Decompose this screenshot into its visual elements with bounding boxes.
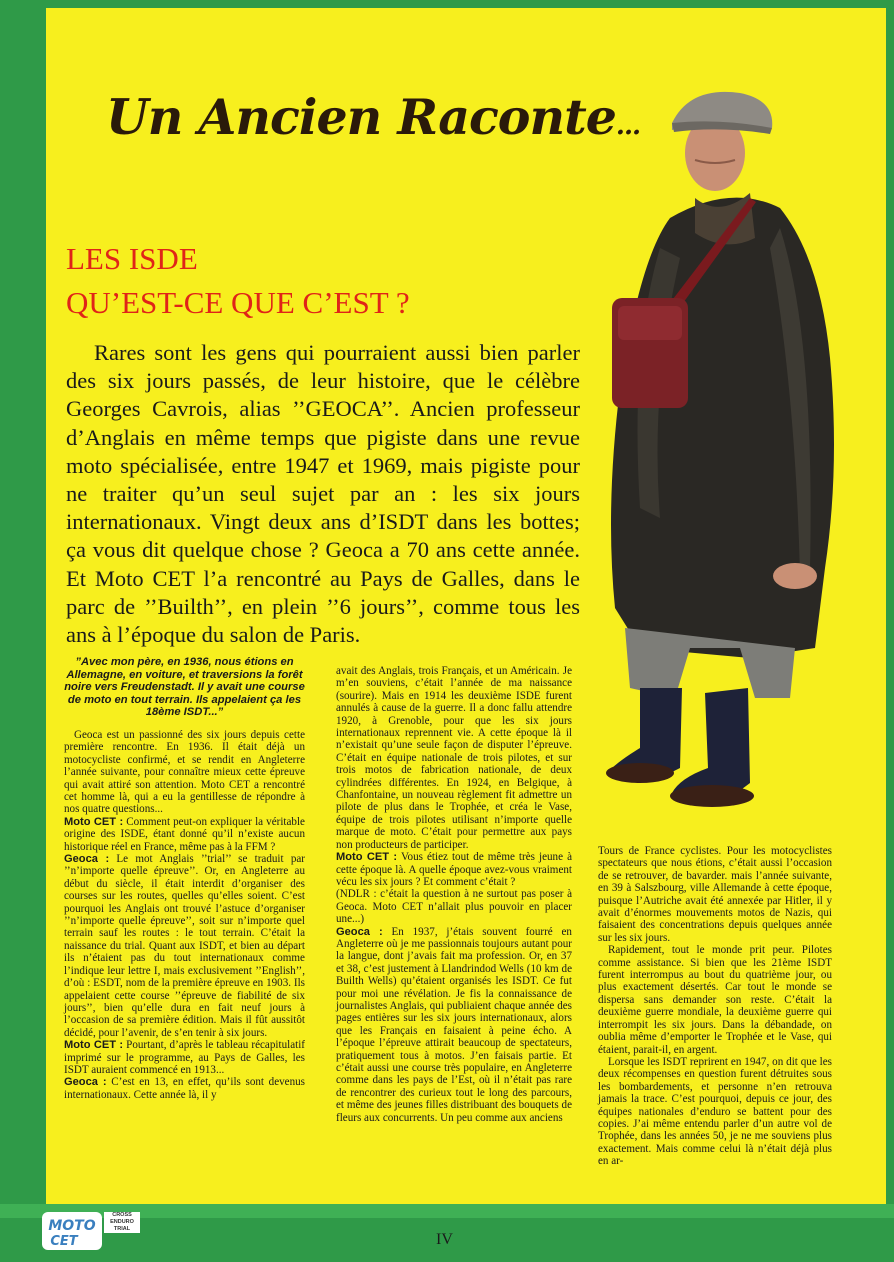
svg-text:CET: CET [50,1234,78,1249]
page-number: IV [436,1231,453,1248]
intro-paragraph [66,339,580,649]
article-column-3 [598,845,832,1168]
column-2-paragraph-2 [336,851,572,888]
speaker-label: Geoca : [64,1076,107,1089]
headline-line-1: LES ISDE [66,241,198,276]
photo-georges-cavrois [600,88,850,828]
title-dots: ... [615,111,641,141]
column-2-paragraph-3: (NDLR : c’était la question à ne surtout pas poser à Geoca. Moto CET n’allait plus pouvoir en placer une...) [336,888,572,926]
answer-text: C’est en 13, en effet, qu’ils sont devenus internationaux. Cette année là, il y [64,1076,305,1101]
tag-enduro: ENDURO [110,1219,134,1225]
intro-text: Rares sont les gens qui pourraient aussi bien parler des six jours passés, de leur histoire, que le célèbre Georges Cavrois, alias ’’GEOCA’’. Ancien professeur d’Anglais en même temps que pigiste dans une revue moto spécialisée, entre 1947 et 1969, mais pigiste pour ne traiter qu’un seul sujet par an : les six jours internationaux. Vingt deux ans d’ISDT dans les bottes; ça vous dit quelque chose ? Geoca a 70 ans cette année. Et Moto CET l’a rencontré au Pays de Galles, dans le parc de ’’Builth’’, en plein ’’6 jours’’, comme tous les ans à l’époque du salon de Paris. [66,340,580,648]
headline-line-2: QU’EST-CE QUE C’EST ? [66,285,410,320]
column-3-paragraph-1: Tours de France cyclistes. Pour les motocyclistes spectateurs que nous étions, c’était aussi l’occasion de se retrouver, de bavarder. mais l’année suivante, en 39 à Salszbourg, ville Allemande à cette époque, puisque l’Autriche avait été annexée par Hitler, il y avait d’énormes mouvements motos de Nazis, qui faisaient des concentrations depuis quelques année sur les six jours. [598,845,832,944]
answer-text: Pourtant, d’après le tableau récapitulatif imprimé sur le programme, au Pays de Galles, les ISDT auraient commencé en 1913... [64,1039,305,1076]
speaker-label: Moto CET : [336,851,398,864]
pull-quote: ”Avec mon père, en 1936, nous étions en Allemagne, en voiture, et traversions la forêt noire vers Freudenstadt. Il y avait une course de moto en tout terrain. Ils appelaient ça les 18ème ISDT...” [64,656,305,719]
column-2-paragraph-1: avait des Anglais, trois Français, et un Américain. Je m’en souviens, c’était l’année de ma naissance (sourire). Mais en 1914 les deuxième ISDE furent annulés à cause de la guerre. Il a donc fallu attendre 1920, à Grenoble, pour que les six jours internationaux reprennent vie. A cette époque là il n’existait qu’une seule façon de disputer l’épreuve. C’était en équipe nationale de trois pilotes, et sur trois motos de fabrication nationale, de deux cylindrées différentes. En 1924, en Belgique, à Chanfontaine, un nouveau règlement fit admettre un pilote de plus dans le Trophée, et créa le Vase, équipe de trois pilotes utilisant n’importe quelle marque de moto. C’était pour permettre aux pays non producteurs de participer. [336,665,572,851]
answer-text: Le mot Anglais ’’trial’’ se traduit par ’’n’importe quelle épreuve’’. Or, en Angleterre au début du siècle, il était interdit d’organiser des courses sur les routes, quelles qu’elles soient. C’est pourquoi les Anglais ont trouvé l’astuce d’organiser ’’n’importe quelle épreuve’’, soit sur n’importe quel terrain sauf les routes : le tout terrain. C’était la naissance du trial. Quant aux ISDT, et bien au départ ils n’étaient pas du tout internationaux comme l’indique leur lettre I, mais exclusivement ’’English’’, d’où : ESDT, nom de la première épreuve en 1903. Ils appelaient cette course ’’épreuve de fiabilité de six jours’’, bien qu’elle dura en fait neuf jours à l’occasion de sa première édition. Mais il fût aussitôt décidé, pour l’avenir, de s’en tenir à six jours. [64,853,305,1039]
speaker-label: Moto CET : [64,815,124,828]
page-title [106,88,640,146]
question-text: Vous étiez tout de même très jeune à cette époque là. A quelle époque avez-vous vraiment vécu les six jours ? Et comment c’était ? [336,851,572,888]
tag-trial: TRIAL [113,1226,131,1232]
moto-cet-logo [42,1210,104,1252]
column-1-paragraph-1: Geoca est un passionné des six jours depuis cette première rencontre. En 1936. Il était déjà un motocycliste confirmé, et se rendit en Angleterre l’année suivante, pour connaître mieux cette épreuve qui avait attiré son attention. Moto CET a rencontré cet homme là, qui a eu la gentillesse de répondre à nos quatre questions... [64,728,305,816]
column-3-paragraph-3: Lorsque les ISDT reprirent en 1947, on dit que les deux récompenses en question furent détruites sous les bombardements, et personne n’en retrouva jamais la trace. C’est pourquoi, depuis ce jour, des équipes nationales d’enduro se battent pour des copies. J’ai même entendu parler d’un autre vol de Trophée, dans les années 50, je ne me souviens plus exactement. Mais comme celui là n’était déjà plus en ar- [598,1055,832,1168]
article-column-1 [64,656,305,1101]
column-1-paragraph-2 [64,816,305,853]
column-1-paragraph-3 [64,853,305,1039]
speaker-label: Geoca : [64,853,110,866]
answer-text: En 1937, j’étais souvent fourré en Angleterre où je me passionnais toujours autant pour la langue, dont j’avais fait ma profession. Or, en 37 et 38, c’est justement à Llandrindod Wells (10 km de Builth Wells) qu’étaient organisés les ISDT. Ce fut pour moi une révélation. Je fis la connaissance de journalistes Anglais, qui publiaient chaque année des pages entières sur les six jours internationaux, alors que les Français en faisaient à peine écho. A l’époque l’épreuve attirait beaucoup de spectateurs, pratiquement tous à motos. J’en faisais partie. Et c’était aussi une course très populaire, en Angleterre comme dans les pays de l’Est, où il n’était pas rare de rencontrer des curieux tout le long des parcours, et même des jeunes filles distribuant des bouquets de fleurs aux concurrents. Un peu comme aux anciens [336,925,572,1124]
article-column-2 [336,665,572,1124]
column-1-paragraph-5 [64,1076,305,1101]
answer-text: Comment peut-on expliquer la véritable origine des ISDE, étant donné qu’il n’existe aucun historique réel en France, même pas à la FFM ? [64,815,305,853]
speaker-label: Moto CET : [64,1039,124,1052]
column-1-paragraph-4 [64,1039,305,1076]
title-main: Un Ancien Raconte [106,88,616,146]
logo-tagline [104,1212,140,1233]
svg-text:MOTO: MOTO [48,1218,96,1234]
column-2-paragraph-4 [336,926,572,1125]
tag-cross: CROSS [112,1212,132,1218]
speaker-label: Geoca : [336,925,383,938]
column-3-paragraph-2: Rapidement, tout le monde prit peur. Pilotes comme assistance. Si bien que les 21ème ISDT furent interrompus au bout du quatrième jour, ou plus exactement désertés. Car tout le monde se dispersa sans demander son reste. C’était la deuxième guerre mondiale, la deuxième guerre qui interrompit les six jours. Dans la débandade, on oublia même d’emporter le Trophée et le Vase, qui étaient, parait-il, en argent. [598,944,832,1056]
